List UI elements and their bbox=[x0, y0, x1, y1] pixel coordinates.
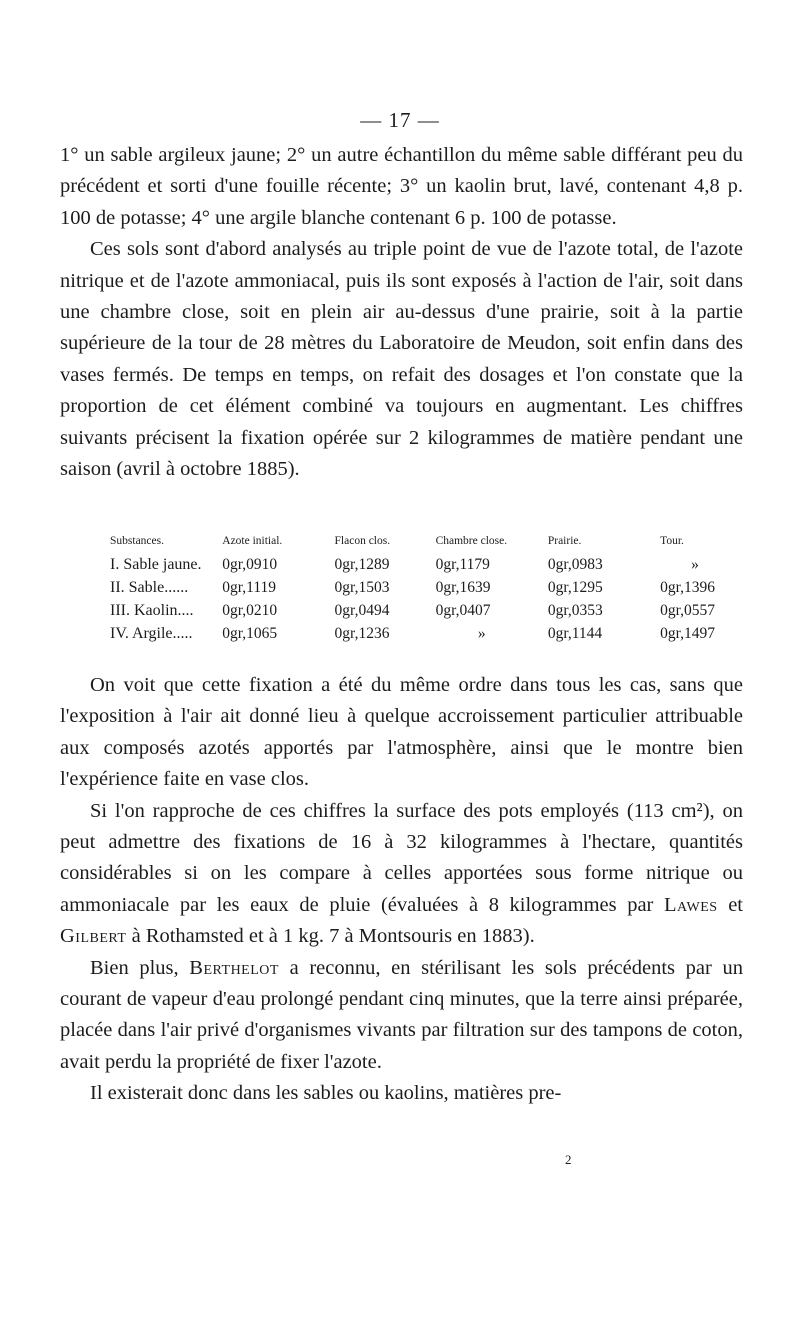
table-cell: 0gr,1236 bbox=[334, 624, 390, 642]
table-cell: 0gr,0910 bbox=[222, 555, 278, 573]
text-run: Ces sols sont d'abord analysés au triple point de vue de l'azote total, de l'azote nitrique et de l'azote ammoniacal, puis ils sont exposés à l'action de l'air, soit dans une chambre close, soit en plein air au-dessus d'une prairie, soit à la partie supérieure de la tour de 28 mètres du Laboratoire de Meudon, soit enfin dans des vases fermés. De temps en temps, on refait des dosages et l'on constate que la proportion de cet élément combiné va toujours en augmentant. Les chiffres suivants précisent la fixation opérée sur 2 kilogrammes de matière pendant une saison (avril à octobre 1885). bbox=[60, 238, 743, 481]
table-cell: 0gr,0983 bbox=[547, 555, 603, 573]
table-cell: » bbox=[691, 555, 699, 573]
column-header: Prairie. bbox=[547, 535, 582, 547]
table-cell: 0gr,1065 bbox=[222, 624, 278, 642]
table-cell: 0gr,1144 bbox=[547, 624, 603, 642]
table-cell: 0gr,1497 bbox=[660, 624, 716, 642]
table-cell: » bbox=[477, 624, 486, 642]
author-name: Lawes bbox=[664, 893, 718, 916]
table-cell: 0gr,0494 bbox=[334, 601, 390, 619]
column-header: Substances. bbox=[110, 535, 164, 547]
text-run: et bbox=[717, 893, 744, 916]
page-number: — 17 — bbox=[360, 108, 440, 132]
column-header: Tour. bbox=[660, 535, 684, 547]
table-cell: 0gr,1179 bbox=[435, 555, 490, 573]
row-label: I. Sable jaune. bbox=[110, 555, 202, 573]
paragraph bbox=[60, 234, 743, 485]
text-run: Il existerait donc dans les sables ou kaolins, matières pre- bbox=[90, 1082, 562, 1105]
table-cell: 0gr,1503 bbox=[334, 578, 390, 596]
paragraph bbox=[60, 953, 743, 1079]
text-block-top bbox=[60, 140, 743, 485]
table-cell: 0gr,0210 bbox=[222, 601, 278, 619]
table-cell: 0gr,0557 bbox=[660, 601, 716, 619]
table-row bbox=[110, 622, 750, 645]
table-cell: 0gr,1119 bbox=[222, 578, 277, 596]
text-run: Si l'on rapproche de ces chiffres la surface des pots employés (113 cm²), on peut admettre des fixations de 16 à 32 kilogrammes à l'hectare, quantités considérables si on les compare à celles apportées sous forme nitrique ou ammoniacale par les eaux de pluie (évaluées à 8 kilogrammes par bbox=[60, 799, 743, 916]
column-header: Flacon clos. bbox=[334, 535, 391, 547]
row-label: III. Kaolin.... bbox=[110, 601, 194, 619]
text-run: 1° un sable argileux jaune; 2° un autre échantillon du même sable différant peu du précédent et sorti d'une fouille récente; 3° un kaolin brut, lavé, contenant 4,8 p. 100 de potasse; 4° une argile blanche contenant 6 p. 100 de potasse. bbox=[60, 144, 743, 229]
text-run: a reconnu, en stérilisant les sols précédents par un courant de vapeur d'eau prolongé pendant cinq minutes, que la terre ainsi préparée, placée dans l'air privé d'organismes vivants par filtration sur des tampons de coton, avait perdu la propriété de fixer l'azote. bbox=[60, 956, 743, 1073]
table-cell: 0gr,1639 bbox=[435, 578, 491, 596]
table-cell: 0gr,1289 bbox=[334, 555, 390, 573]
text-run: On voit que cette fixation a été du même ordre dans tous les cas, sans que l'exposition à l'air ait donné lieu à quelque accroissement particulier attribuable aux composés azotés apportés par l'atmosphère, ainsi que le montre bien l'expérience faite en vase clos. bbox=[60, 674, 743, 791]
author-name: Gilbert bbox=[60, 925, 127, 948]
table-header-row bbox=[110, 535, 750, 553]
paragraph bbox=[60, 1078, 743, 1109]
text-run: Bien plus, bbox=[90, 956, 190, 979]
table-row bbox=[110, 599, 750, 622]
row-label: IV. Argile..... bbox=[110, 624, 193, 642]
author-name: Berthelot bbox=[189, 956, 279, 979]
table-cell: 0gr,0407 bbox=[435, 601, 491, 619]
column-header: Azote initial. bbox=[222, 535, 283, 547]
row-label: II. Sable...... bbox=[110, 578, 189, 596]
paragraph bbox=[60, 796, 743, 953]
paragraph bbox=[60, 670, 743, 796]
text-run: à Rothamsted et à 1 kg. 7 à Montsouris en 1883). bbox=[126, 925, 535, 948]
column-header: Chambre close. bbox=[435, 535, 508, 547]
table-row bbox=[110, 553, 750, 576]
nitrogen-fixation-table bbox=[110, 535, 750, 645]
table-cell: 0gr,1295 bbox=[547, 578, 603, 596]
signature-mark: 2 bbox=[565, 1152, 572, 1167]
text-block-bottom bbox=[60, 670, 743, 1110]
table-body bbox=[110, 553, 750, 645]
table-row bbox=[110, 576, 750, 599]
table-cell: 0gr,1396 bbox=[660, 578, 716, 596]
table-cell: 0gr,0353 bbox=[547, 601, 603, 619]
paragraph bbox=[60, 140, 743, 234]
